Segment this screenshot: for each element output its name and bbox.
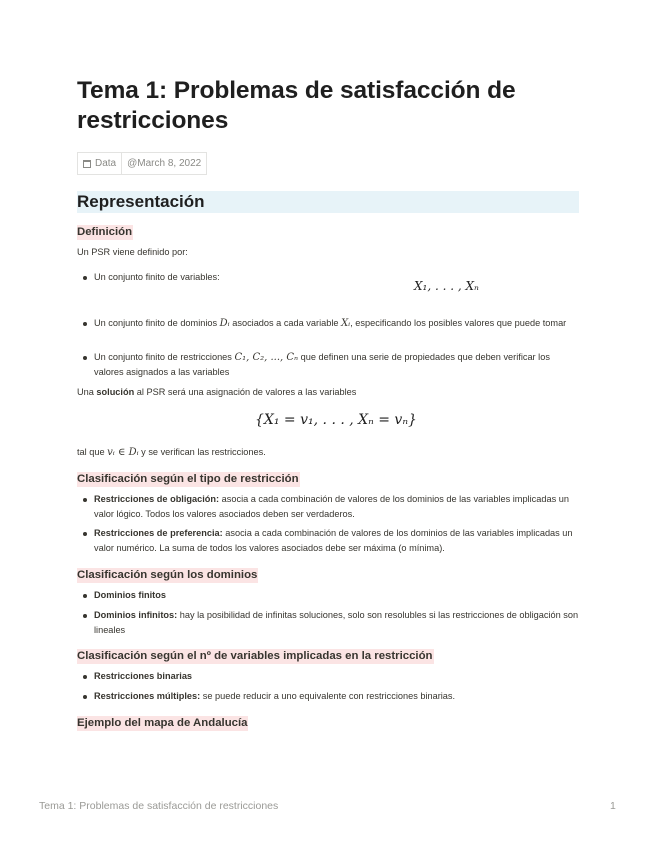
heading-clasif-dominios: Clasificación según los dominios [77, 569, 258, 581]
math-xi: Xᵢ [341, 318, 351, 329]
property-label: Data [95, 158, 117, 169]
obligacion-text: asocia a cada combinación de valores de los dominios de las variables implicadas un valor lógico. Todos los valores asociados deben ser verdaderos. [94, 494, 569, 519]
footer-page-number: 1 [610, 800, 616, 812]
infinitos-text: hay la posibilidad de infinitas soluciones, solo son resolubles si las restricciones de obligación son lineales [94, 610, 579, 635]
preferencia-text: asocia a cada combinación de valores de los dominios de las variables implicadas un valor numérico. La suma de todos los valores asociados debe ser máxima (o mínima). [94, 528, 573, 553]
heading-definicion: Definición [77, 226, 133, 238]
page-title: Tema 1: Problemas de satisfacción de restricciones [77, 77, 516, 134]
math-di: Dᵢ [219, 318, 230, 329]
math-vi-in-di: vᵢ ∈ Dᵢ [107, 447, 139, 458]
obligacion-label: Restricciones de obligación: [94, 494, 220, 504]
property-key [78, 153, 122, 174]
list-item-preferencia [94, 526, 579, 556]
finitos-label: Dominios finitos [94, 590, 166, 600]
list-item-text: Un conjunto finito de variables: [94, 272, 220, 282]
list-item-dominios-finitos [94, 588, 579, 603]
solution-equation: {X₁ = v₁, . . . , Xₙ = vₙ} [255, 412, 417, 428]
heading-clasif-variables: Clasificación según el nº de variables implicadas en la restricción [77, 650, 433, 662]
condition-tail: y se verifican las restricciones. [141, 447, 266, 457]
solution-paragraph [77, 385, 356, 399]
footer-title: Tema 1: Problemas de satisfacción de restricciones [39, 800, 279, 812]
calendar-icon [83, 160, 91, 168]
infinitos-label: Dominios infinitos: [94, 610, 178, 620]
multiples-label: Restricciones múltiples: [94, 691, 201, 701]
solution-post: al PSR será una asignación de valores a las variables [136, 387, 357, 397]
multiples-text: se puede reducir a uno equivalente con restricciones binarias. [202, 691, 456, 701]
property-value: @March 8, 2022 [127, 158, 202, 169]
list-item-restricciones [94, 350, 579, 380]
list-item-text: Un conjunto finito de restricciones [94, 352, 232, 362]
definition-intro: Un PSR viene definido por: [77, 247, 188, 257]
heading-clasif-tipo: Clasificación según el tipo de restricción [77, 473, 299, 485]
list-item-variables [94, 270, 579, 285]
list-item-obligacion [94, 492, 579, 522]
solution-bold: solución [96, 387, 135, 397]
variables-equation: X₁, . . . , Xₙ [414, 279, 479, 293]
heading-representacion: Representación [77, 191, 579, 213]
tal-que: tal que [77, 447, 105, 457]
list-item-text: Un conjunto finito de dominios [94, 318, 218, 328]
solution-pre: Una [77, 387, 94, 397]
list-item-binarias [94, 669, 579, 684]
math-constraints: C₁, C₂, ..., Cₙ [234, 352, 299, 363]
list-item-text: asociados a cada variable [232, 318, 339, 328]
list-item-dominios-infinitos [94, 608, 579, 638]
preferencia-label: Restricciones de preferencia: [94, 528, 223, 538]
date-property [77, 152, 207, 175]
solution-condition [77, 445, 266, 460]
list-item-multiples [94, 689, 579, 704]
list-item-text: que definen una serie de propiedades que deben verificar los valores asignados a las variables [94, 352, 550, 377]
list-item-dominios [94, 316, 579, 331]
binarias-label: Restricciones binarias [94, 671, 193, 681]
list-item-text: , especificando los posibles valores que puede tomar [350, 318, 567, 328]
heading-ejemplo: Ejemplo del mapa de Andalucía [77, 717, 248, 729]
